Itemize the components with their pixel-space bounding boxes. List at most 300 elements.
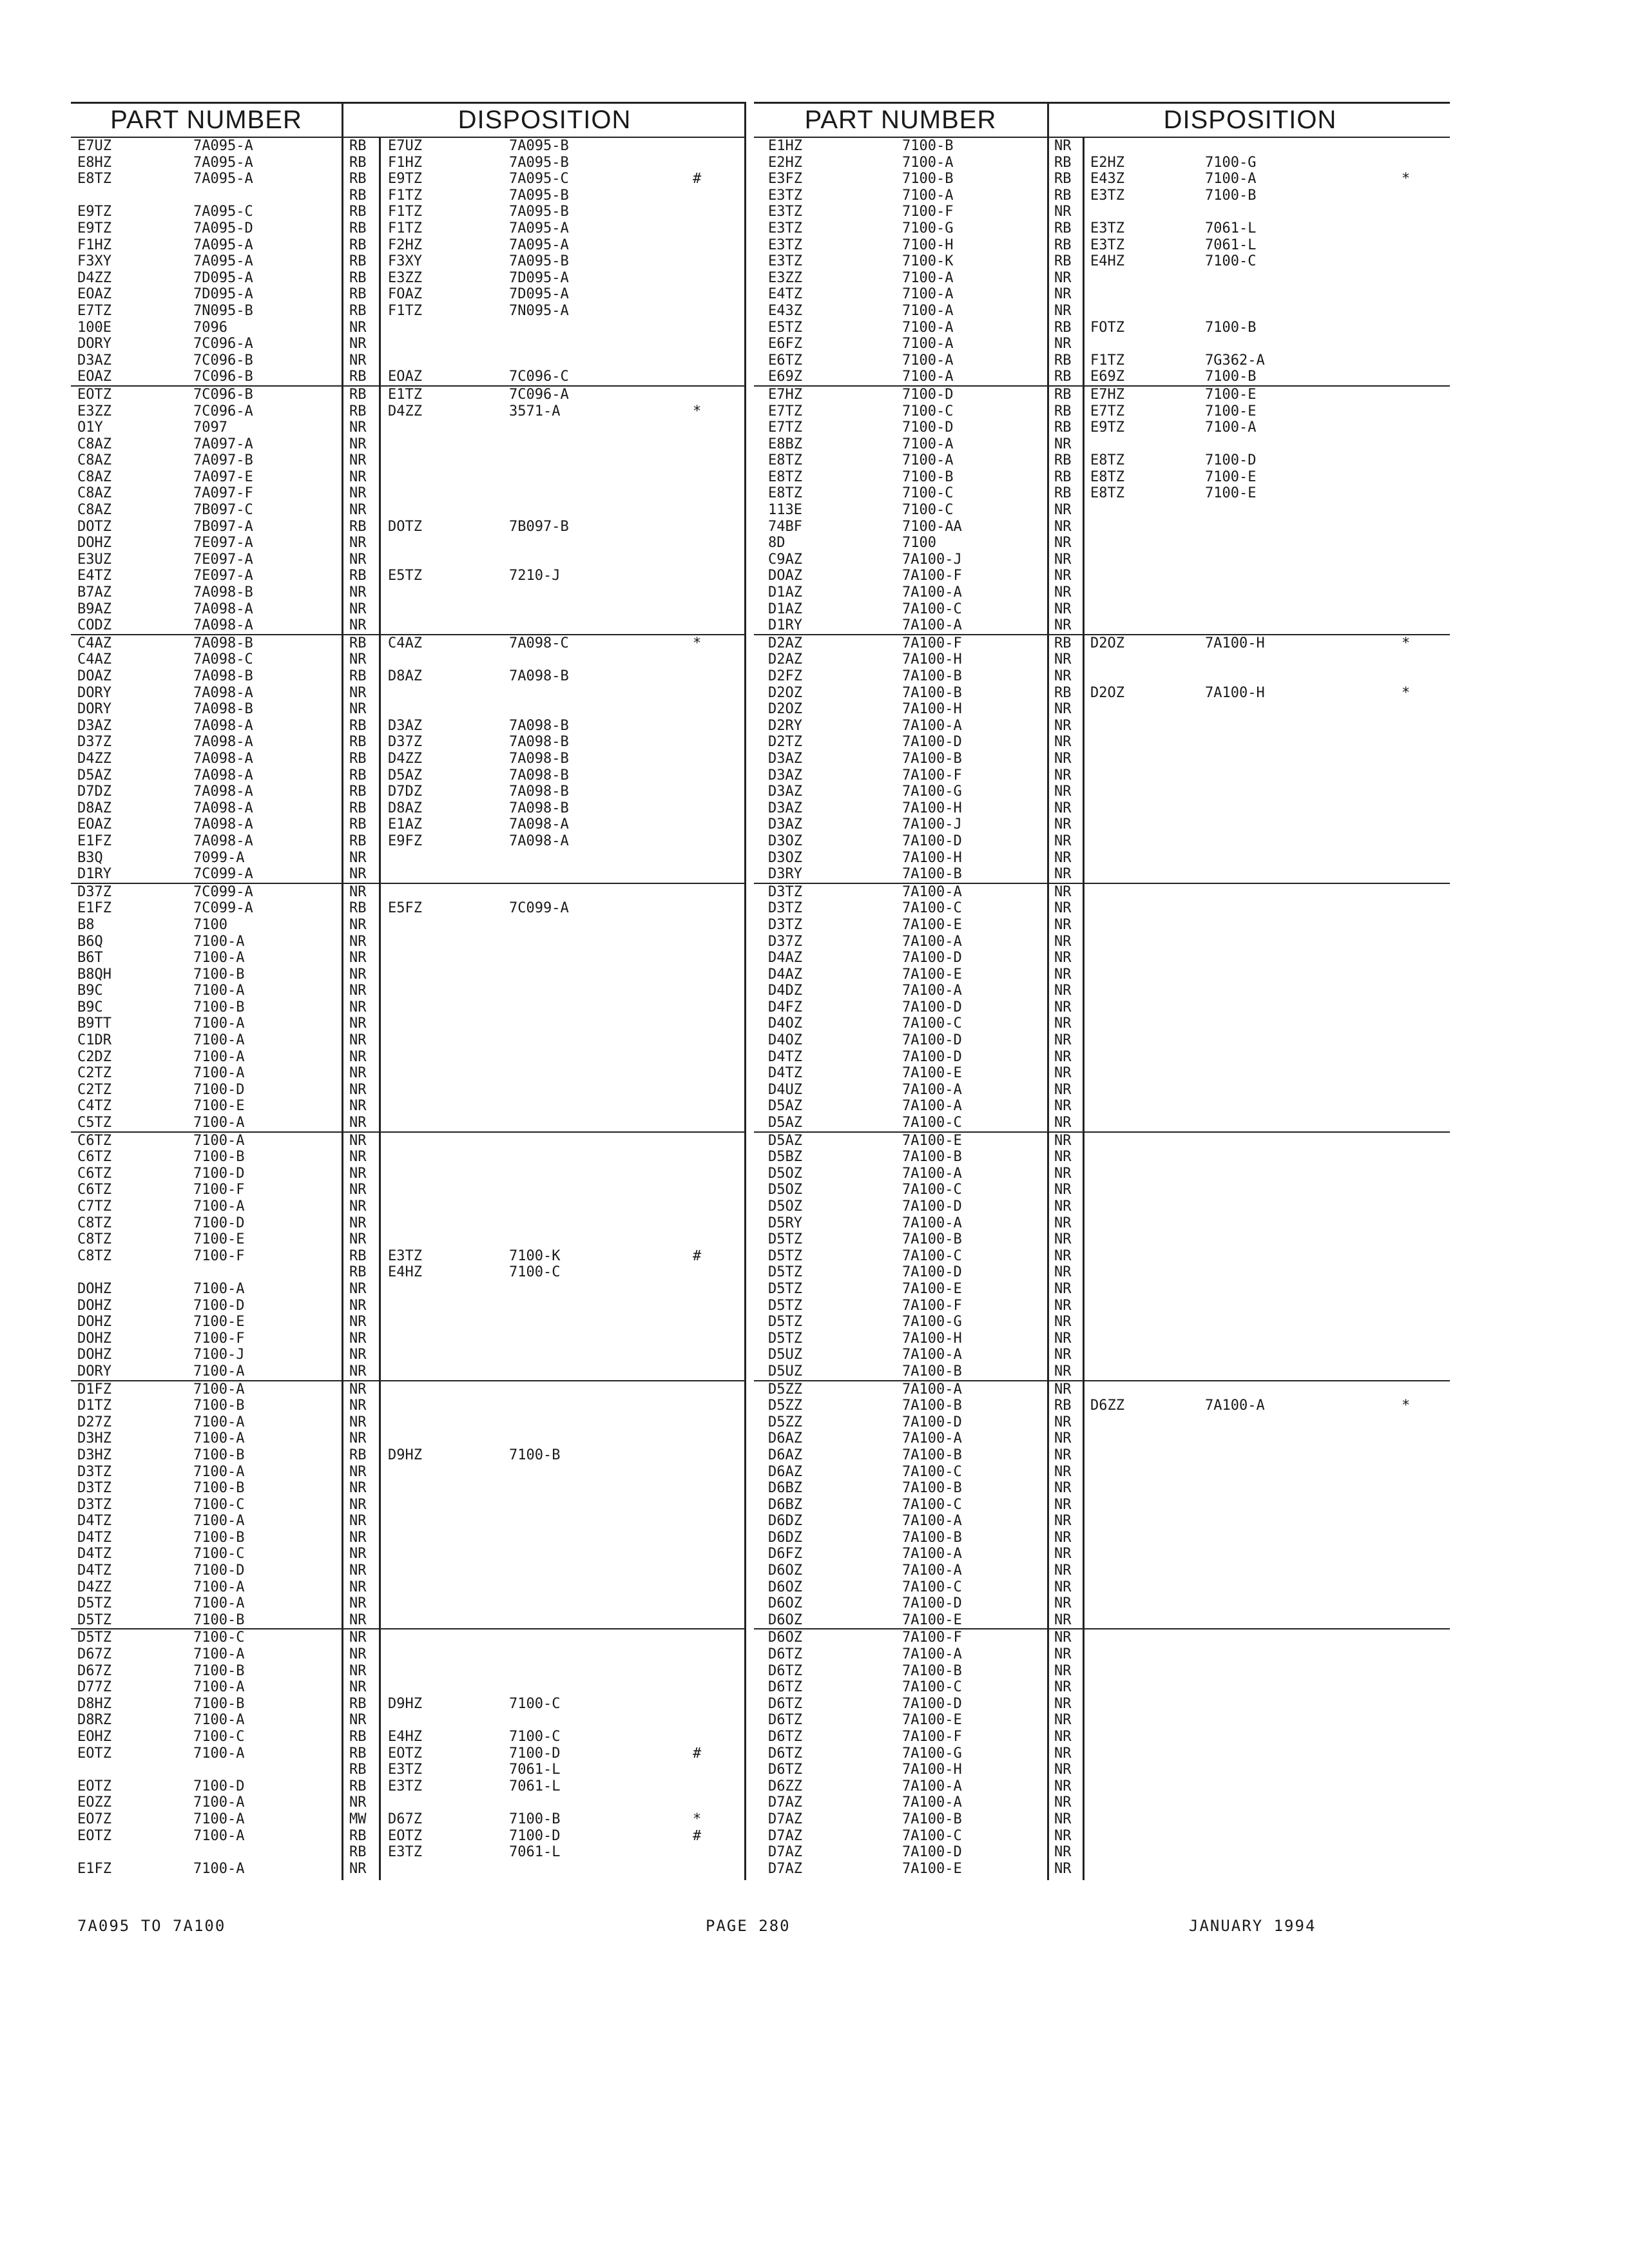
disposition-code: NR	[1054, 1081, 1072, 1098]
disposition-code: NR	[1054, 1729, 1072, 1745]
part-number: D5TZ	[768, 1330, 802, 1347]
table-row	[754, 1696, 1450, 1713]
table-row	[754, 1414, 1450, 1431]
table-row	[754, 1264, 1450, 1281]
table-row	[754, 983, 1450, 999]
table-row	[754, 1149, 1450, 1166]
table-row	[71, 1861, 744, 1878]
disposition-code: NR	[1054, 1132, 1072, 1149]
reference: 7A100-B	[902, 1446, 962, 1463]
reference: 7A100-J	[902, 551, 962, 568]
part-number: D77Z	[77, 1679, 111, 1696]
table-row	[754, 1331, 1450, 1347]
disposition-part: D2OZ	[1090, 635, 1124, 651]
reference: 7A100-D	[902, 734, 962, 751]
part-number: C2TZ	[77, 1081, 111, 1098]
part-number: D6ZZ	[768, 1778, 802, 1794]
disposition-part: E2HZ	[1090, 154, 1124, 171]
change-mark: *	[693, 1811, 702, 1827]
reference: 7A100-H	[902, 849, 962, 866]
disposition-code: NR	[1054, 701, 1072, 718]
reference: 7A100-H	[902, 1330, 962, 1347]
part-number: D4FZ	[768, 999, 802, 1015]
disposition-code: NR	[349, 1430, 367, 1447]
part-number: 113E	[768, 502, 802, 519]
disposition-reference: 7C096-C	[509, 369, 569, 385]
table-row	[754, 1562, 1450, 1579]
disposition-code: NR	[1054, 1215, 1072, 1231]
disposition-reference: 7N095-A	[509, 302, 569, 319]
disposition-reference: 7C099-A	[509, 900, 569, 917]
table-row	[754, 1447, 1450, 1464]
part-number: C5TZ	[77, 1115, 111, 1131]
disposition-code: NR	[349, 1081, 367, 1098]
disposition-part: E3TZ	[388, 1762, 422, 1778]
part-number: E8BZ	[768, 436, 802, 452]
part-number: C2DZ	[77, 1048, 111, 1065]
reference: 7100-A	[902, 187, 954, 204]
part-number: D6AZ	[768, 1463, 802, 1480]
part-number: C8AZ	[77, 502, 111, 519]
disposition-code: NR	[1054, 601, 1072, 617]
part-number: D5AZ	[768, 1132, 802, 1149]
change-mark: *	[693, 635, 702, 651]
reference: 7100	[902, 535, 936, 552]
table-row	[754, 668, 1450, 685]
reference: 7A100-A	[902, 1513, 962, 1530]
reference: 7A100-A	[902, 933, 962, 950]
disposition-reference: 7100-E	[1205, 485, 1257, 502]
table-row	[71, 1844, 744, 1861]
disposition-part: D3AZ	[388, 717, 422, 734]
part-number: D4OZ	[768, 1015, 802, 1032]
disposition-reference: 7G362-A	[1205, 352, 1265, 369]
part-number: D6TZ	[768, 1729, 802, 1745]
table-row	[754, 1663, 1450, 1680]
part-number: B9AZ	[77, 601, 111, 617]
reference: 7100-D	[902, 419, 954, 436]
part-number: D6FZ	[768, 1546, 802, 1562]
table-row	[71, 1215, 744, 1232]
disposition-code: NR	[349, 419, 367, 436]
table-row	[754, 950, 1450, 966]
part-number: E3TZ	[768, 253, 802, 270]
reference: 7A098-A	[193, 734, 253, 751]
disposition-part: C4AZ	[388, 635, 422, 651]
part-number: E8TZ	[77, 171, 111, 187]
disposition-reference: 7A098-B	[509, 717, 569, 734]
reference: 7100-A	[193, 1745, 245, 1762]
disposition-code: NR	[349, 1098, 367, 1115]
disposition-code: NR	[1054, 1149, 1072, 1166]
part-number: D6OZ	[768, 1595, 802, 1612]
reference: 7A100-E	[902, 1611, 962, 1628]
disposition-code: NR	[349, 1595, 367, 1612]
disposition-part: F1TZ	[388, 220, 422, 236]
disposition-code: NR	[349, 485, 367, 502]
disposition-code: RB	[1054, 1398, 1072, 1414]
disposition-reference: 7A098-B	[509, 668, 569, 684]
disposition-part: EOTZ	[388, 1827, 422, 1844]
reference: 7100-A	[193, 1032, 245, 1049]
change-mark: #	[693, 1827, 702, 1844]
disposition-part: EOAZ	[388, 369, 422, 385]
table-row	[71, 519, 744, 535]
disposition-code: RB	[349, 220, 367, 236]
reference: 7A100-B	[902, 750, 962, 767]
reference: 7A095-A	[193, 154, 253, 171]
disposition-code: RB	[349, 253, 367, 270]
table-row	[754, 783, 1450, 800]
disposition-part: E4HZ	[388, 1264, 422, 1281]
disposition-code: NR	[349, 617, 367, 634]
table-row	[71, 502, 744, 519]
disposition-code: RB	[349, 138, 367, 154]
disposition-code: NR	[1054, 551, 1072, 568]
reference: 7A095-A	[193, 253, 253, 270]
part-number: E7TZ	[77, 302, 111, 319]
part-number: D8HZ	[77, 1695, 111, 1712]
disposition-reference: 7061-L	[1205, 220, 1257, 236]
table-row	[71, 1629, 744, 1646]
part-number: D3HZ	[77, 1446, 111, 1463]
part-number: D8RZ	[77, 1712, 111, 1729]
disposition-code: RB	[349, 204, 367, 220]
reference: 7100-B	[902, 468, 954, 485]
reference: 7A100-F	[902, 1729, 962, 1745]
table-row	[71, 1778, 744, 1795]
disposition-part: F2HZ	[388, 236, 422, 253]
disposition-part: E3TZ	[1090, 187, 1124, 204]
disposition-reference: 7A095-B	[509, 138, 569, 154]
disposition-code: NR	[1054, 1778, 1072, 1794]
table-row	[71, 950, 744, 966]
right-table	[754, 102, 1450, 1880]
part-number: E3TZ	[768, 236, 802, 253]
reference: 7100-K	[902, 253, 954, 270]
reference: 7E097-A	[193, 551, 253, 568]
table-row	[754, 220, 1450, 237]
disposition-code: NR	[1054, 1297, 1072, 1314]
part-number: E3FZ	[768, 171, 802, 187]
disposition-code: NR	[1054, 1247, 1072, 1264]
part-number: D37Z	[77, 734, 111, 751]
table-row	[71, 253, 744, 270]
table-row	[71, 1612, 744, 1630]
reference: 7A098-A	[193, 816, 253, 833]
disposition-part: F3XY	[388, 253, 422, 270]
reference: 7A098-A	[193, 601, 253, 617]
part-number: C7TZ	[77, 1198, 111, 1215]
reference: 7A100-C	[902, 1579, 962, 1595]
part-number: D37Z	[77, 883, 111, 900]
table-row	[754, 1065, 1450, 1082]
table-row	[754, 552, 1450, 568]
table-row	[754, 568, 1450, 584]
disposition-reference: 7100-A	[1205, 419, 1257, 436]
part-number: D5TZ	[768, 1280, 802, 1297]
table-row	[754, 1015, 1450, 1032]
part-number: D6DZ	[768, 1529, 802, 1546]
disposition-code: NR	[1054, 849, 1072, 866]
reference: 7100-C	[193, 1729, 245, 1745]
part-number: B9C	[77, 999, 103, 1015]
reference: 7A100-A	[902, 883, 962, 900]
table-row	[754, 1612, 1450, 1630]
disposition-reference: 7A095-B	[509, 154, 569, 171]
table-row	[71, 1712, 744, 1729]
part-number: EOTZ	[77, 1745, 111, 1762]
reference: 7100-B	[193, 1446, 245, 1463]
part-number: D5OZ	[768, 1165, 802, 1182]
reference: 7100-J	[193, 1347, 245, 1363]
disposition-reference: 7061-L	[509, 1778, 561, 1794]
disposition-code: RB	[349, 403, 367, 419]
disposition-code: NR	[349, 1165, 367, 1182]
reference: 7100-D	[193, 1562, 245, 1579]
disposition-code: NR	[349, 999, 367, 1015]
reference: 7A100-C	[902, 1015, 962, 1032]
disposition-part: E8TZ	[1090, 452, 1124, 469]
table-row	[754, 934, 1450, 950]
part-number: E8TZ	[768, 468, 802, 485]
disposition-code: NR	[1054, 668, 1072, 684]
reference: 7100-C	[193, 1496, 245, 1513]
disposition-reference: 7100-B	[509, 1811, 561, 1827]
reference: 7100-C	[193, 1629, 245, 1646]
part-number: D3AZ	[77, 717, 111, 734]
reference: 7100-A	[193, 1198, 245, 1215]
disposition-code: NR	[1054, 983, 1072, 999]
disposition-part: D6ZZ	[1090, 1398, 1124, 1414]
part-number: D1TZ	[77, 1398, 111, 1414]
table-row	[754, 1381, 1450, 1398]
disposition-part: E4HZ	[388, 1729, 422, 1745]
table-row	[754, 1166, 1450, 1182]
table-row	[754, 635, 1450, 652]
disposition-code: NR	[1054, 1065, 1072, 1082]
table-row	[71, 1115, 744, 1133]
reference: 7A100-D	[902, 1414, 962, 1430]
disposition-code: NR	[1054, 584, 1072, 601]
disposition-code: NR	[349, 1314, 367, 1331]
disposition-reference: 7100-C	[509, 1695, 561, 1712]
disposition-code: NR	[1054, 138, 1072, 154]
disposition-code: RB	[349, 816, 367, 833]
part-number: D6DZ	[768, 1513, 802, 1530]
disposition-code: RB	[349, 286, 367, 303]
part-number: E6FZ	[768, 336, 802, 352]
part-number: DOHZ	[77, 1347, 111, 1363]
part-number: D6TZ	[768, 1662, 802, 1679]
part-number: B7AZ	[77, 584, 111, 601]
reference: 7C096-B	[193, 386, 253, 403]
reference: 7A100-F	[902, 1297, 962, 1314]
reference: 7A100-A	[902, 1381, 962, 1398]
table-row	[71, 900, 744, 917]
reference: 7A100-A	[902, 1562, 962, 1579]
part-number: 74BF	[768, 518, 802, 535]
reference: 7C096-A	[193, 403, 253, 419]
reference: 7A100-D	[902, 1695, 962, 1712]
disposition-reference: 7100-B	[1205, 369, 1257, 385]
reference: 7B097-C	[193, 502, 253, 519]
disposition-code: NR	[1054, 1264, 1072, 1281]
disposition-code: NR	[1054, 1115, 1072, 1131]
reference: 7C096-B	[193, 352, 253, 369]
reference: 7A098-A	[193, 717, 253, 734]
disposition-code: NR	[349, 1363, 367, 1379]
part-number: D6BZ	[768, 1496, 802, 1513]
disposition-code: RB	[349, 236, 367, 253]
disposition-code: NR	[1054, 783, 1072, 800]
part-number: C8AZ	[77, 485, 111, 502]
disposition-reference: 7A098-A	[509, 832, 569, 849]
table-row	[754, 1778, 1450, 1795]
disposition-code: NR	[349, 916, 367, 933]
part-number: D5AZ	[77, 767, 111, 783]
disposition-code: NR	[349, 1463, 367, 1480]
disposition-part: F1TZ	[388, 302, 422, 319]
disposition-code: RB	[349, 900, 367, 917]
table-row	[754, 850, 1450, 867]
table-row	[71, 1049, 744, 1066]
disposition-code: NR	[1054, 1414, 1072, 1430]
reference: 7100-A	[902, 436, 954, 452]
reference: 7A100-F	[902, 568, 962, 584]
table-row	[71, 303, 744, 320]
part-number: C8TZ	[77, 1215, 111, 1231]
disposition-code: NR	[1054, 1280, 1072, 1297]
reference: 7100-A	[902, 452, 954, 469]
reference: 7100-A	[902, 286, 954, 303]
part-number: DOAZ	[77, 668, 111, 684]
reference: 7C099-A	[193, 866, 253, 883]
disposition-reference: 7100-D	[509, 1745, 561, 1762]
disposition-code: NR	[1054, 1629, 1072, 1646]
table-row	[754, 403, 1450, 420]
part-number: D6AZ	[768, 1430, 802, 1447]
reference: 7A100-G	[902, 783, 962, 800]
reference: 7A100-C	[902, 1463, 962, 1480]
disposition-reference: 7100-E	[1205, 403, 1257, 419]
disposition-code: RB	[1054, 253, 1072, 270]
part-number: D5ZZ	[768, 1414, 802, 1430]
part-number: D4AZ	[768, 950, 802, 966]
disposition-part: F1TZ	[388, 204, 422, 220]
reference: 7100-A	[193, 1280, 245, 1297]
reference: 7100-A	[193, 1463, 245, 1480]
reference: 7A100-G	[902, 1745, 962, 1762]
reference: 7A100-E	[902, 1712, 962, 1729]
part-number: D3TZ	[77, 1480, 111, 1497]
table-row	[754, 866, 1450, 884]
part-number: E3ZZ	[77, 403, 111, 419]
disposition-reference: 7A095-B	[509, 253, 569, 270]
disposition-code: RB	[1054, 187, 1072, 204]
table-row	[71, 751, 744, 767]
part-number: D2TZ	[768, 734, 802, 751]
reference: 7100-A	[902, 352, 954, 369]
disposition-part: E7HZ	[1090, 386, 1124, 403]
reference: 7A100-H	[902, 1762, 962, 1778]
table-row	[71, 1811, 744, 1828]
disposition-code: NR	[1054, 1048, 1072, 1065]
part-number: D7AZ	[768, 1794, 802, 1811]
reference: 7C096-B	[193, 369, 253, 385]
disposition-code: NR	[1054, 734, 1072, 751]
disposition-code: NR	[1054, 1363, 1072, 1379]
reference: 7100-D	[193, 1081, 245, 1098]
table-row	[71, 1149, 744, 1166]
part-number: C8TZ	[77, 1231, 111, 1248]
part-number: D5OZ	[768, 1198, 802, 1215]
reference: 7100-D	[193, 1165, 245, 1182]
part-number: C6TZ	[77, 1132, 111, 1149]
disposition-code: NR	[349, 601, 367, 617]
reference: 7A100-D	[902, 1264, 962, 1281]
table-row	[754, 1497, 1450, 1514]
reference: 7A100-D	[902, 950, 962, 966]
table-row	[754, 469, 1450, 486]
table-row	[71, 1264, 744, 1281]
part-number: DOHZ	[77, 1280, 111, 1297]
table-row	[754, 204, 1450, 220]
disposition-code: NR	[349, 1115, 367, 1131]
reference: 7100-D	[193, 1297, 245, 1314]
reference: 7100-F	[902, 204, 954, 220]
table-row	[71, 387, 744, 403]
disposition-code: NR	[349, 535, 367, 552]
reference: 7A100-A	[902, 717, 962, 734]
part-number: D5TZ	[77, 1611, 111, 1628]
table-row	[754, 320, 1450, 336]
disposition-code: NR	[1054, 767, 1072, 783]
table-row	[754, 519, 1450, 535]
disposition-reference: 7100-E	[1205, 468, 1257, 485]
disposition-reference: 7A095-C	[509, 171, 569, 187]
part-number: D3TZ	[77, 1463, 111, 1480]
part-number: C4AZ	[77, 651, 111, 668]
part-number: D1AZ	[768, 601, 802, 617]
table-row	[71, 1497, 744, 1514]
part-number: D5UZ	[768, 1363, 802, 1379]
reference: 7100-AA	[902, 518, 962, 535]
table-row	[71, 1381, 744, 1398]
reference: 7100-B	[193, 1398, 245, 1414]
part-number: F1HZ	[77, 236, 111, 253]
disposition-code: RB	[1054, 319, 1072, 336]
disposition-code: RB	[349, 1264, 367, 1281]
disposition-part: E8TZ	[1090, 485, 1124, 502]
table-row	[754, 187, 1450, 204]
disposition-code: RB	[349, 783, 367, 800]
reference: 7A100-D	[902, 999, 962, 1015]
part-number: E3ZZ	[768, 269, 802, 286]
part-number: D3OZ	[768, 849, 802, 866]
table-row	[71, 1248, 744, 1265]
reference: 7A100-B	[902, 668, 962, 684]
disposition-code: RB	[1054, 419, 1072, 436]
disposition-code: RB	[1054, 220, 1072, 236]
disposition-code: NR	[1054, 1844, 1072, 1861]
disposition-code: NR	[349, 866, 367, 883]
part-number: E7TZ	[768, 403, 802, 419]
table-row	[754, 1579, 1450, 1596]
table-row	[754, 884, 1450, 901]
disposition-part: F1HZ	[388, 154, 422, 171]
table-row	[71, 1314, 744, 1331]
